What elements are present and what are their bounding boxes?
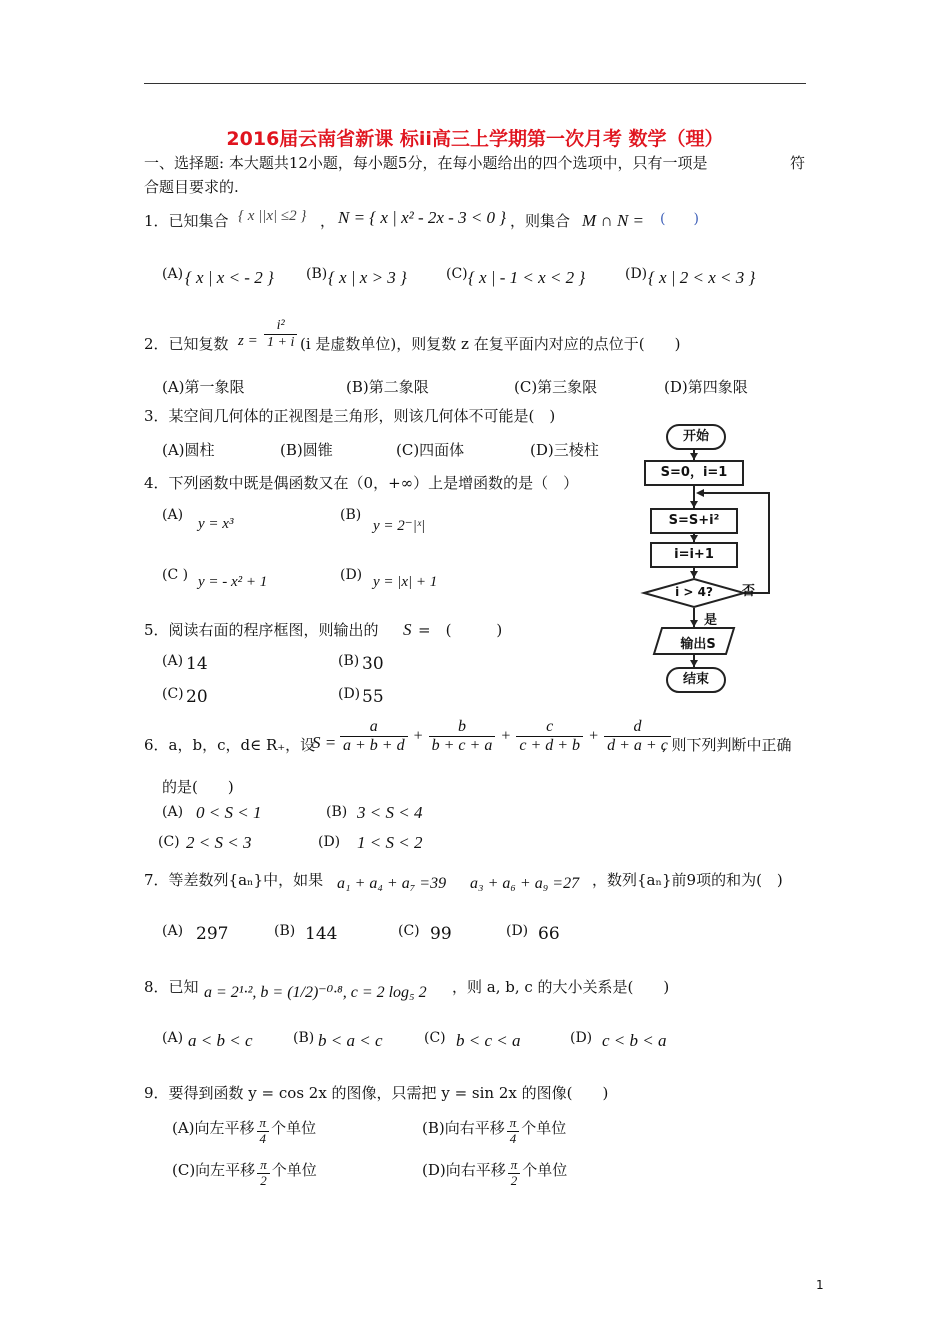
q1-stem: 1．已知集合: [144, 212, 229, 230]
q2-frac-den: 1 + i: [267, 335, 295, 351]
q7-eq1: a₁ + a₄ + a₇ =39: [337, 875, 447, 892]
q9-option-b-text: (B)向右平移: [422, 1118, 505, 1137]
q5-option-a-label: (A): [162, 653, 184, 669]
q3-stem: 3．某空间几何体的正视图是三角形，则该几何体不可能是( ): [144, 407, 556, 425]
page-number: 1: [816, 1278, 824, 1292]
q2-option-b: (B)第二象限: [346, 378, 429, 396]
q9-option-d-frac-den: 2: [510, 1172, 518, 1188]
q2-option-c: (C)第三象限: [514, 378, 598, 396]
q6-option-b-label: (B): [326, 804, 348, 820]
q9-option-c-frac-num: π: [257, 1158, 270, 1174]
q2-tail: (i 是虚数单位)，则复数 z 在复平面内对应的点位于( ): [300, 335, 681, 353]
q7-tail: ，数列{aₙ}前9项的和为( ): [592, 871, 783, 889]
q8-expr: a = 2¹·², b = (1/2)⁻⁰·⁸, c = 2 log₅ 2: [204, 984, 427, 1001]
q6-option-c-label: (C): [158, 834, 180, 850]
q1-option-c: { x | - 1 < x < 2 }: [468, 268, 586, 287]
q8-option-a: a < b < c: [188, 1031, 253, 1050]
q4-option-c: y = - x² + 1: [198, 574, 268, 590]
q9-option-a-frac-num: π: [257, 1116, 270, 1132]
q6-s-eq: S =: [312, 733, 337, 752]
q1-tail: ，则集合: [510, 212, 571, 230]
q6-tail2: 的是( ): [162, 778, 234, 796]
q5-option-d-label: (D): [338, 686, 361, 702]
q4-option-a: y = x³: [198, 516, 234, 532]
q8-option-a-label: (A): [162, 1030, 184, 1046]
q2-stem: 2．已知复数: [144, 335, 229, 353]
q9-option-a: [172, 1116, 316, 1147]
q7-stem: 7．等差数列{aₙ}中，如果: [144, 871, 324, 889]
q9-option-c-text: (C)向左平移: [172, 1160, 256, 1179]
flowchart-update-i: i=i+1: [650, 542, 738, 568]
q9-option-d: [422, 1158, 567, 1189]
q9-option-d-text: (D)向右平移: [422, 1160, 506, 1179]
q2-z-eq: z =: [238, 333, 258, 349]
q6-frac3-num: c: [516, 718, 583, 737]
q4-option-c-label: (C ): [162, 567, 189, 583]
q4-option-b: y = 2⁻|ˣ|: [373, 518, 426, 534]
q7-option-d: 66: [538, 924, 560, 944]
q7-option-b-label: (B): [274, 923, 296, 939]
q3-option-a: (A)圆柱: [162, 441, 215, 459]
q5-option-d: 55: [362, 687, 384, 707]
flowchart-no-label: 否: [742, 584, 756, 599]
q9-option-b-frac-den: 4: [509, 1130, 517, 1146]
q5-option-a: 14: [186, 654, 208, 674]
flowchart-init: S=0，i=1: [644, 460, 744, 486]
q4-option-b-label: (B): [340, 507, 362, 523]
q8-option-d-label: (D): [570, 1030, 593, 1046]
q4-option-a-label: (A): [162, 507, 184, 523]
q7-option-b: 144: [305, 924, 338, 944]
q6-option-c: 2 < S < 3: [186, 833, 252, 852]
page-title: 2016届云南省新课 标ii高三上学期第一次月考 数学（理）: [226, 128, 724, 150]
section-intro-line1: 一、选择题: 本大题共12小题，每小题5分，在每小题给出的四个选项中，只有一项是: [144, 154, 708, 172]
q6-frac2-num: b: [429, 718, 496, 737]
q9-option-c-frac-den: 2: [260, 1172, 267, 1188]
q5-option-b: 30: [362, 654, 384, 674]
q9-option-d-unit: 个单位: [522, 1160, 568, 1179]
flowchart-update-s: S=S+i²: [650, 508, 738, 534]
q1-option-a-label: (A): [162, 266, 184, 282]
q6-frac4-den: d + a + c: [607, 737, 668, 755]
q6-frac2-den: b + c + a: [431, 737, 493, 755]
q5-tail: = ( ): [418, 621, 503, 639]
section-intro-fu: 符: [790, 154, 806, 172]
q4-option-d: y = |x| + 1: [373, 574, 438, 590]
q2-option-a: (A)第一象限: [162, 378, 245, 396]
section-intro-line2: 合题目要求的.: [144, 178, 239, 196]
q1-option-b-label: (B): [306, 266, 328, 282]
q1-option-d-label: (D): [625, 266, 648, 282]
q9-stem: 9．要得到函数 y = cos 2x 的图像，只需把 y = sin 2x 的图像( ): [144, 1084, 609, 1102]
q8-option-c: b < c < a: [456, 1031, 521, 1050]
q2-frac-num: i²: [264, 318, 297, 335]
q3-option-d: (D)三棱柱: [530, 441, 599, 459]
flowchart: [630, 415, 810, 710]
q5-option-c-label: (C): [162, 686, 184, 702]
q8-option-b-label: (B): [293, 1030, 315, 1046]
q6-tail: , 则下列判断中正确: [662, 736, 792, 754]
q6-option-a-label: (A): [162, 804, 184, 820]
q7-option-a-label: (A): [162, 923, 184, 939]
q6-frac1-num: a: [340, 718, 408, 737]
q8-option-c-label: (C): [424, 1030, 446, 1046]
q1-option-a: { x | x < - 2 }: [185, 268, 274, 287]
q5-s: S: [403, 620, 412, 639]
q6-frac3-den: c + d + b: [519, 737, 581, 755]
q4-option-d-label: (D): [340, 567, 363, 583]
q6-option-d: 1 < S < 2: [357, 833, 423, 852]
flowchart-output: 输出S: [680, 637, 716, 652]
q6-frac1-den: a + b + d: [343, 737, 405, 755]
q7-option-c: 99: [430, 924, 452, 944]
flowchart-condition: i > 4?: [675, 585, 713, 599]
q9-option-a-text: (A)向左平移: [172, 1118, 255, 1137]
q7-option-d-label: (D): [506, 923, 529, 939]
header-rule: [144, 83, 806, 84]
flowchart-start: 开始: [666, 424, 726, 450]
q1-option-c-label: (C): [446, 266, 468, 282]
q6-frac4-num: d: [604, 718, 671, 737]
q9-option-b-frac-num: π: [507, 1116, 520, 1132]
q6-stem: 6．a，b，c，d∈ R₊，设: [144, 736, 316, 754]
q3-option-b: (B)圆锥: [280, 441, 333, 459]
q9-option-c: [172, 1158, 317, 1189]
q4-stem: 4．下列函数中既是偶函数又在（0，+∞）上是增函数的是（ ）: [144, 474, 579, 492]
q9-option-a-unit: 个单位: [271, 1118, 317, 1137]
q8-stem: 8．已知: [144, 978, 199, 996]
q1-expr: M ∩ N =: [582, 211, 644, 230]
q8-option-b: b < a < c: [318, 1031, 383, 1050]
q5-option-c: 20: [186, 687, 208, 707]
q6-fraction-group: $\frac{a}{a + b + d}$ + $\frac{b}{b + c + a}$ + $\frac{c}{c + d + b}$ + $\frac{d}{d + a + c}$: [338, 718, 673, 756]
q9-option-b-unit: 个单位: [521, 1118, 567, 1137]
q9-option-a-frac-den: 4: [259, 1130, 267, 1146]
q3-option-c: (C)四面体: [396, 441, 465, 459]
q7-option-a: 297: [196, 924, 229, 944]
flowchart-yes-label: 是: [704, 613, 718, 628]
q1-option-d: { x | 2 < x < 3 }: [648, 268, 756, 287]
q1-set-n: N = { x | x² - 2x - 3 < 0 }: [338, 208, 507, 227]
q8-tail: ，则 a, b, c 的大小关系是( ): [452, 978, 670, 996]
q6-option-b: 3 < S < 4: [357, 803, 423, 822]
q5-stem: 5．阅读右面的程序框图，则输出的: [144, 621, 379, 639]
q7-option-c-label: (C): [398, 923, 420, 939]
q6-option-a: 0 < S < 1: [196, 803, 262, 822]
q6-option-d-label: (D): [318, 834, 341, 850]
q9-option-c-unit: 个单位: [271, 1160, 317, 1179]
q9-option-b: [422, 1116, 566, 1147]
q1-comma: ，: [320, 212, 336, 230]
q8-option-d: c < b < a: [602, 1031, 667, 1050]
q9-option-d-frac-num: π: [508, 1158, 521, 1174]
q1-option-b: { x | x > 3 }: [328, 268, 407, 287]
flowchart-end: 结束: [666, 667, 726, 693]
q7-eq2: a₃ + a₆ + a₉ =27: [470, 875, 580, 892]
q1-set-m: { x ||x| ≤2 }: [238, 208, 307, 224]
q2-option-d: (D)第四象限: [664, 378, 748, 396]
q1-blank: ( ): [660, 211, 699, 227]
q5-option-b-label: (B): [338, 653, 360, 669]
